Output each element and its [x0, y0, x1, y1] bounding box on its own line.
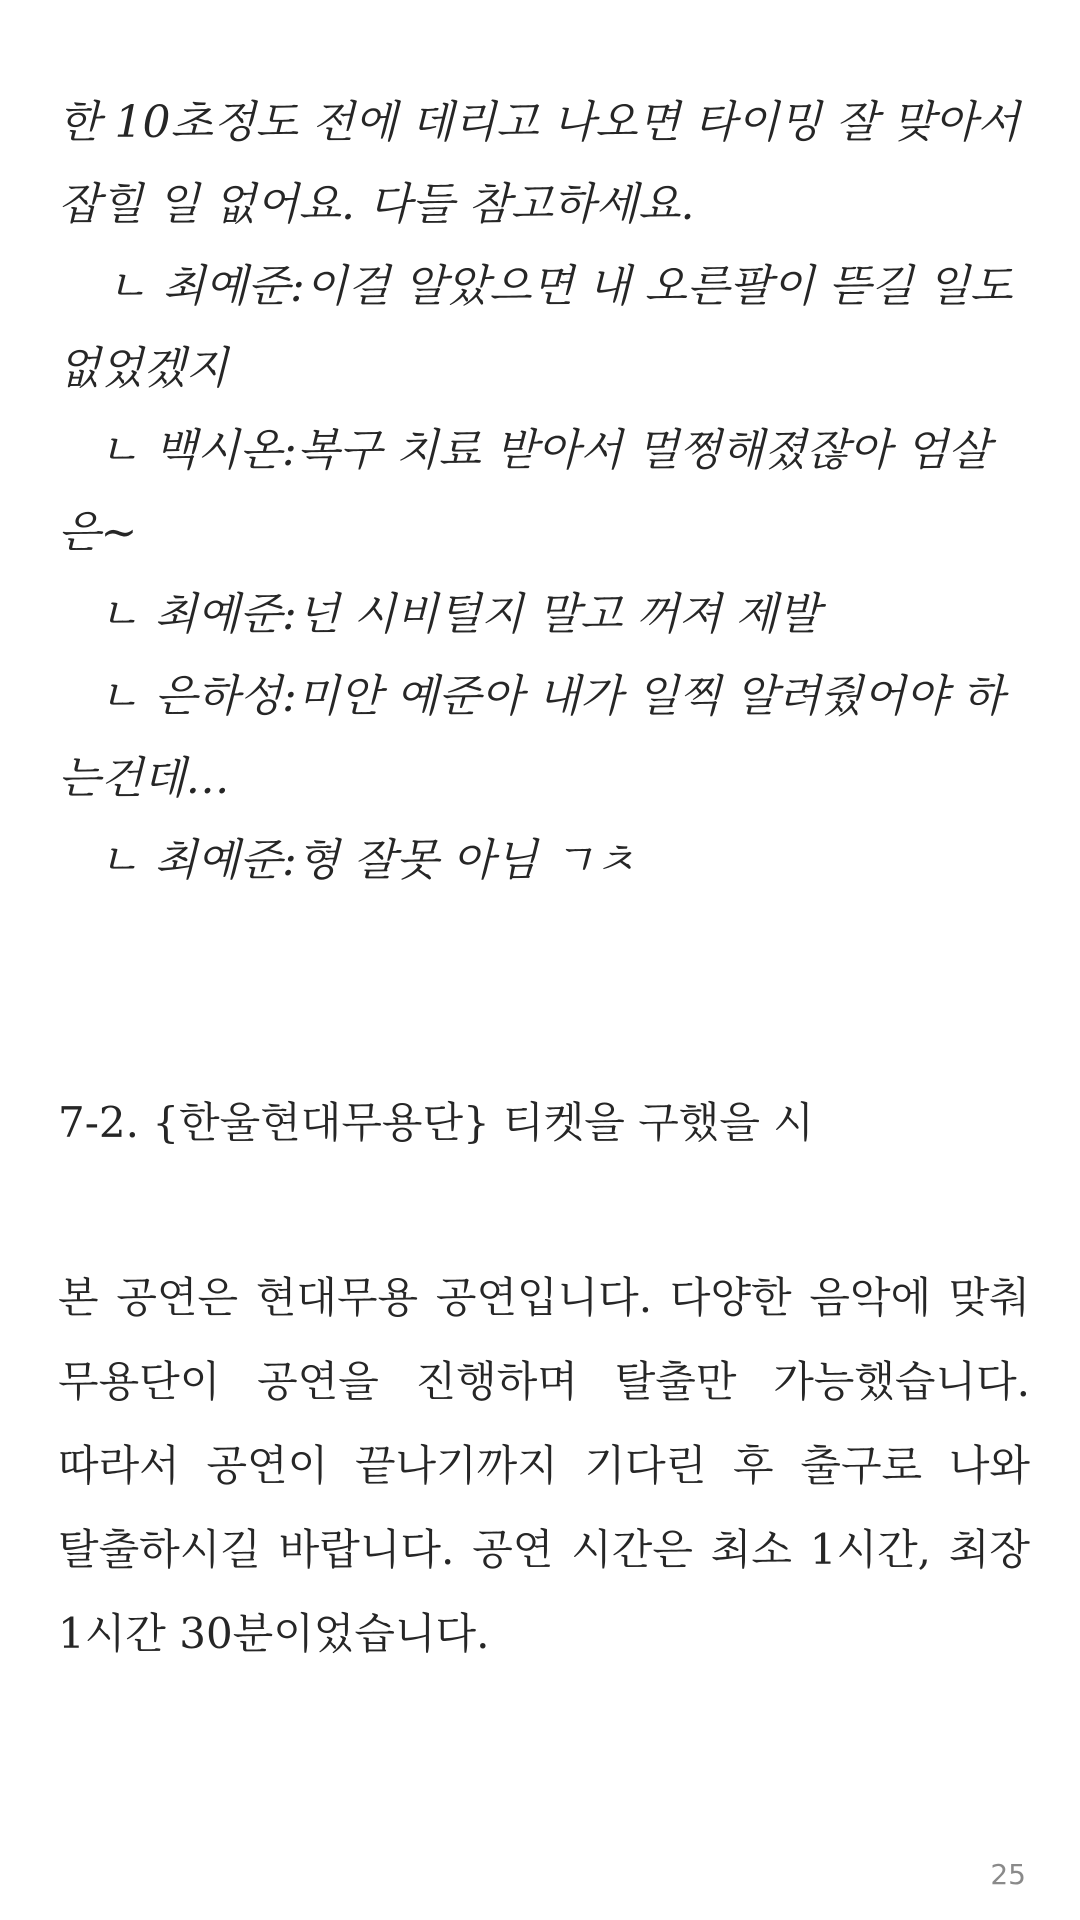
comment-reply: ㄴ 백시온:복구 치료 받아서 멀쩡해졌잖아 엄살은~ [58, 425, 991, 558]
comment-reply: ㄴ 최예준:형 잘못 아님 ㄱㅊ [98, 835, 637, 886]
comment-reply: ㄴ 최예준:이걸 알았으면 내 오른팔이 뜯길 일도 없었겠지 [58, 261, 1013, 394]
page-number: 25 [990, 1858, 1026, 1891]
comment-intro: 한 10초정도 전에 데리고 나오면 타이밍 잘 맞아서 잡힐 일 없어요. 다들 참고하세요. [58, 97, 1020, 230]
section-heading: 7-2. {한울현대무용단} 티켓을 구했을 시 [58, 1098, 814, 1147]
comment-reply: ㄴ 은하성:미안 예준아 내가 일찍 알려줬어야 하는건데… [58, 671, 1005, 804]
comment-reply: ㄴ 최예준:넌 시비털지 말고 꺼져 제발 [98, 589, 821, 640]
comment-thread [58, 82, 1028, 902]
section-body: 본 공연은 현대무용 공연입니다. 다양한 음악에 맞춰 무용단이 공연을 진행하며 탈출만 가능했습니다. 따라서 공연이 끝나기까지 기다린 후 출구로 나와 탈출하시길 바랍니다. 공연 시간은 최소 1시간, 최장 1시간 30분이었습니다. [58, 1273, 1030, 1658]
